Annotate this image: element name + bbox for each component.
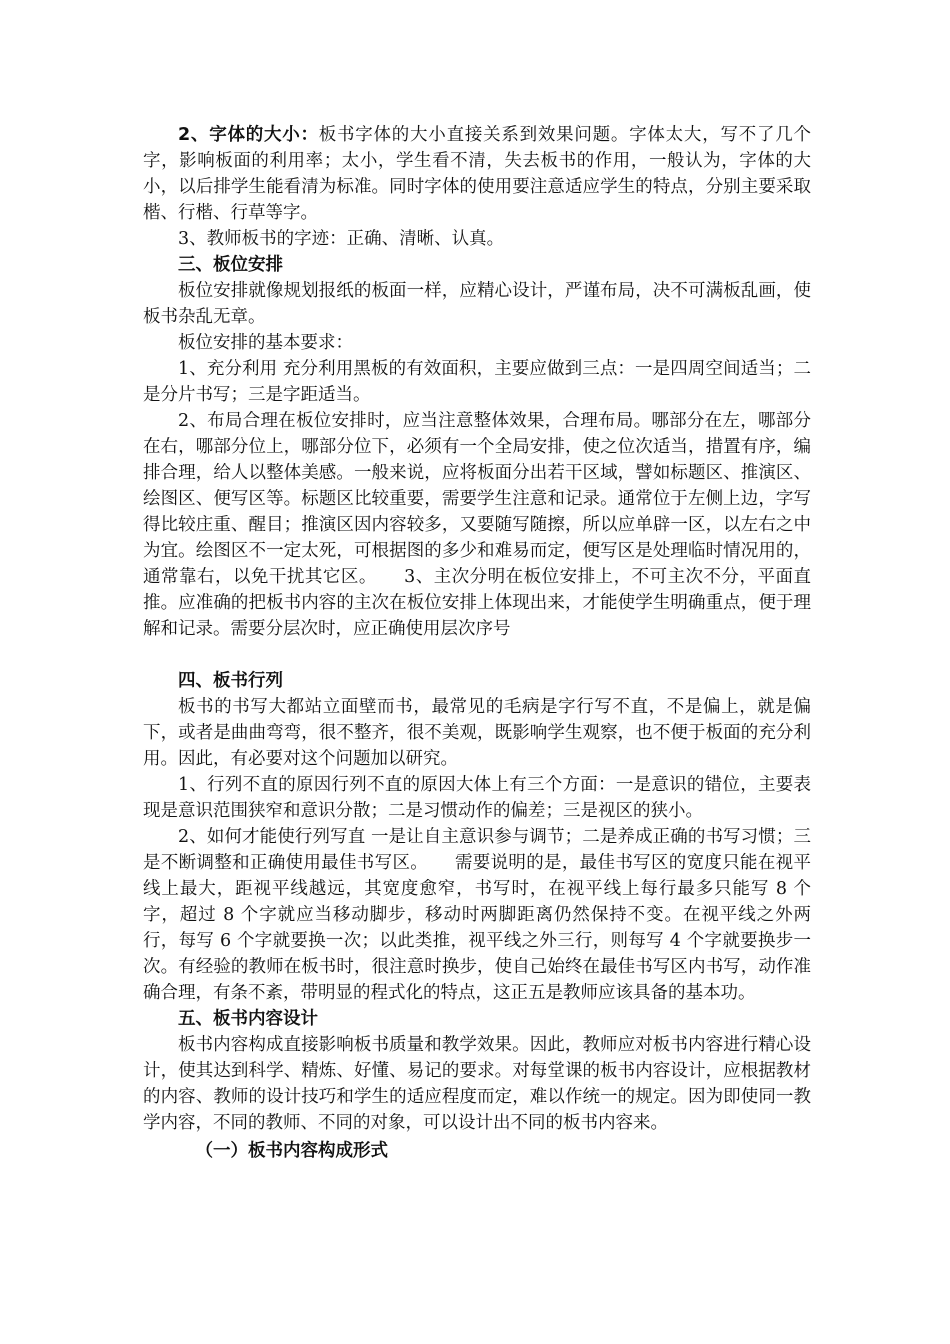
section-heading-3: 三、板位安排 [178,255,283,275]
paragraph-rows-causes: 1、行列不直的原因行列不直的原因大体上有三个方面：一是意识的错位，主要表现是意识范围狭窄和意识分散；二是习惯动作的偏差；三是视区的狭小。 [143,775,811,821]
paragraph-font-size [143,122,811,226]
section-heading-5: 五、板书内容设计 [178,1009,318,1029]
document-body [143,122,811,1164]
section-heading-4: 四、板书行列 [178,671,283,691]
paragraph-content-design: 板书内容构成直接影响板书质量和教学效果。因此，教师应对板书内容进行精心设计，使其达到科学、精炼、好懂、易记的要求。对每堂课的板书内容设计，应根据教材的内容、教师的设计技巧和学生的适应程度而定，难以作统一的规定。因为即使同一教学内容，不同的教师、不同的对象，可以设计出不同的板书内容来。 [143,1035,811,1133]
paragraph-text: 板书字体的大小直接关系到效果问题。字体太大，写不了几个字，影响板面的利用率；太小，学生看不清，失去板书的作用，一般认为，字体的大小，以后排学生能看清为标准。同时字体的使用要注意适应学生的特点，分别主要采取楷、行楷、行草等字。 [143,125,811,223]
subsection-heading-1: （一）板书内容构成形式 [195,1141,388,1161]
paragraph-rows-intro: 板书的书写大都站立面壁而书，最常见的毛病是字行写不直，不是偏上，就是偏下，或者是曲曲弯弯，很不整齐，很不美观，既影响学生观察，也不便于板面的充分利用。因此，有必要对这个问题加以研究。 [143,697,811,769]
paragraph-full-use: 1、充分利用 充分利用黑板的有效面积，主要应做到三点：一是四周空间适当；二是分片书写；三是字距适当。 [143,359,811,405]
paragraph-lead: 2、字体的大小： [178,125,319,145]
paragraph-layout-intro: 板位安排就像规划报纸的板面一样，应精心设计，严谨布局，决不可满板乱画，使板书杂乱无章。 [143,281,811,327]
paragraph-handwriting: 3、教师板书的字迹：正确、清晰、认真。 [178,229,505,249]
paragraph-reasonable-layout: 2、布局合理在板位安排时，应当注意整体效果，合理布局。哪部分在左，哪部分在右，哪部分位上，哪部分位下，必须有一个全局安排，使之位次适当，措置有序，编排合理，给人以整体美感。一般来说，应将板面分出若干区域，譬如标题区、推演区、绘图区、便写区等。标题区比较重要，需要学生注意和记录。通常位于左侧上边，字写得比较庄重、醒目；推演区因内容较多，又要随写随擦，所以应单辟一区，以左右之中为宜。绘图区不一定太死，可根据图的多少和难易而定，便写区是处理临时情况用的，通常靠右，以免干扰其它区。 3、主次分明在板位安排上，不可主次不分，平面直推。应准确的把板书内容的主次在板位安排上体现出来，才能使学生明确重点，便于理解和记录。需要分层次时，应正确使用层次序号 [143,411,811,639]
paragraph-rows-method: 2、如何才能使行列写直 一是让自主意识参与调节；二是养成正确的书写习惯；三是不断调整和正确使用最佳书写区。 需要说明的是，最佳书写区的宽度只能在视平线上最大，距视平线越远，其宽度愈窄，书写时，在视平线上每行最多只能写 8 个字，超过 8 个字就应当移动脚步，移动时两脚距离仍然保持不变。在视平线之外两行，每写 6 个字就要换一次；以此类推，视平线之外三行，则每写 4 个字就要换步一次。有经验的教师在板书时，很注意时换步，使自己始终在最佳书写区内书写，动作准确合理，有条不紊，带明显的程式化的特点，这正五是教师应该具备的基本功。 [143,827,811,1003]
paragraph-layout-requirements: 板位安排的基本要求： [178,333,353,353]
